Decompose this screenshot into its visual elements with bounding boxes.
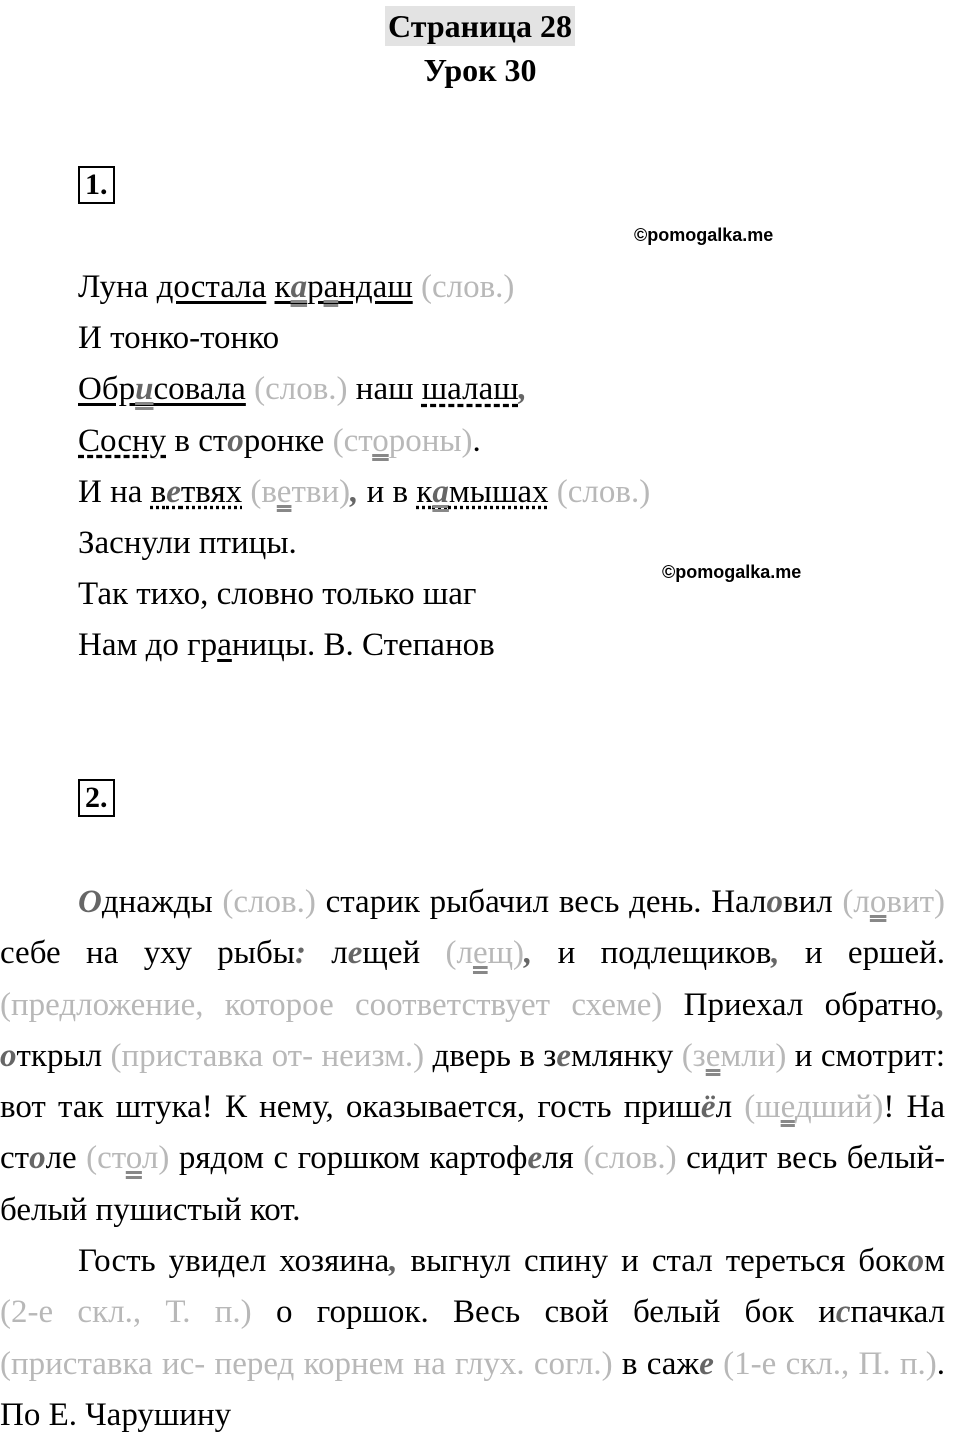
text-fragment: Нам до гр xyxy=(78,627,218,664)
text-fragment: (2-е скл., Т. п.) xyxy=(0,1294,252,1331)
text-fragment: обратно xyxy=(824,986,937,1023)
watermark: ©pomogalka.me xyxy=(662,562,802,582)
text-fragment: щ) xyxy=(487,935,525,972)
text-fragment: а xyxy=(432,473,449,510)
text-fragment: , xyxy=(389,1243,398,1280)
text-fragment: бок xyxy=(858,1243,908,1280)
text-fragment: . По Е. Чарушину xyxy=(0,1345,945,1433)
page-title: Страница 28 xyxy=(385,6,575,46)
text-fragment: ! На ст xyxy=(0,1089,946,1177)
text-fragment: и подлещиков xyxy=(557,935,772,972)
poem xyxy=(78,262,650,672)
text-fragment: , xyxy=(936,986,946,1023)
poem-line-6: Заснули птицы. xyxy=(78,525,297,562)
text-fragment xyxy=(333,423,473,459)
text-fragment: (слов.) xyxy=(583,1140,677,1177)
text-fragment: дший) xyxy=(794,1089,884,1126)
text-fragment: (приставка ис- перед корнем на глух. согл.) xyxy=(0,1345,613,1382)
text-fragment: вит) xyxy=(886,884,946,920)
text-fragment: и в xyxy=(366,473,409,510)
text-fragment: : xyxy=(294,935,306,972)
text-fragment: а xyxy=(290,269,308,305)
poem-line-2: И тонко-тонко xyxy=(78,320,280,357)
text-fragment: мышах xyxy=(448,473,549,510)
text-fragment: вил xyxy=(782,884,833,920)
text-fragment: О xyxy=(78,884,102,920)
text-fragment: Сосну xyxy=(78,422,167,459)
text-fragment: (ст xyxy=(86,1140,126,1177)
poem-line-3 xyxy=(78,364,650,415)
text-fragment: (слов.) xyxy=(222,884,316,920)
text-fragment: . xyxy=(472,422,481,459)
text-fragment xyxy=(151,474,243,510)
text-fragment: (з xyxy=(681,1037,706,1074)
prose-text xyxy=(0,877,945,1441)
text-fragment: в ст xyxy=(174,422,228,459)
text-fragment: сидит весь белый-белый пушистый кот. xyxy=(0,1140,946,1228)
text-fragment: ля xyxy=(542,1140,574,1177)
text-fragment xyxy=(86,1140,169,1176)
poem-line-8 xyxy=(78,620,650,671)
text-fragment: с xyxy=(835,1294,851,1331)
poem-line-5 xyxy=(78,467,650,518)
text-fragment: а xyxy=(323,269,339,305)
text-fragment: роны) xyxy=(388,422,473,459)
text-fragment: ё xyxy=(700,1089,716,1126)
text-fragment: (1-е скл., П. п.) xyxy=(723,1345,937,1382)
text-fragment: шалаш xyxy=(421,371,519,408)
page-header xyxy=(0,6,960,90)
text-fragment: дверь в з xyxy=(432,1037,557,1074)
text-fragment: млянку xyxy=(571,1037,674,1074)
text-fragment: Гость увидел хозяина xyxy=(78,1243,390,1280)
text-fragment: в саж xyxy=(621,1345,700,1382)
text-fragment: тви) xyxy=(291,473,351,510)
text-fragment: , xyxy=(524,935,533,972)
text-fragment: л xyxy=(715,1089,733,1126)
text-fragment: рядом с горшком xyxy=(178,1140,420,1177)
task-number-1: 1. xyxy=(78,166,115,204)
text-fragment: (в xyxy=(250,473,277,510)
text-fragment: , xyxy=(518,371,527,408)
text-fragment: и xyxy=(135,371,154,408)
text-fragment: выгнул спину и стал тереться xyxy=(410,1243,846,1280)
text-fragment: (приставка от- неизм.) xyxy=(110,1037,425,1074)
text-fragment: картоф xyxy=(429,1140,528,1177)
text-fragment: о xyxy=(869,884,887,920)
poem-line-1 xyxy=(78,262,650,313)
text-fragment: е xyxy=(699,1345,714,1382)
text-fragment: старик рыбачил весь день. Нал xyxy=(325,884,767,920)
text-fragment: , xyxy=(350,473,359,510)
text-fragment: е xyxy=(705,1037,721,1074)
paragraph-1 xyxy=(0,877,945,1236)
text-fragment: о горшок. Весь свой белый бок xyxy=(276,1294,794,1331)
text-fragment xyxy=(744,1089,883,1125)
text-fragment: к xyxy=(416,473,433,510)
text-fragment: о xyxy=(372,422,389,459)
text-fragment xyxy=(78,371,246,407)
text-fragment xyxy=(682,1038,787,1074)
text-fragment: себе на уху рыбы xyxy=(0,935,295,972)
text-fragment: днажды xyxy=(101,884,213,920)
text-fragment: твях xyxy=(180,473,243,510)
text-fragment: е xyxy=(527,1140,543,1177)
text-fragment: ницы. В. Степанов xyxy=(231,627,495,664)
text-fragment: И на xyxy=(78,473,143,510)
task-number-2: 2. xyxy=(78,779,115,817)
text-fragment: Приехал xyxy=(683,986,804,1023)
text-fragment: , xyxy=(771,935,780,972)
text-fragment: совала xyxy=(153,371,246,408)
watermark: ©pomogalka.me xyxy=(634,225,774,245)
text-fragment: пачкал xyxy=(850,1294,946,1331)
text-fragment xyxy=(275,269,413,305)
paragraph-2 xyxy=(0,1236,945,1441)
text-fragment: (ш xyxy=(744,1089,781,1126)
text-fragment: о xyxy=(227,422,244,459)
text-fragment: и смотрит: вот так штука! К нему, оказывается, xyxy=(0,1037,946,1126)
text-fragment: Обр xyxy=(78,371,136,408)
text-fragment: м xyxy=(924,1243,945,1280)
text-fragment: а xyxy=(217,627,232,664)
text-fragment: достала xyxy=(156,269,267,305)
poem-line-7: Так тихо, словно только шаг xyxy=(78,576,477,613)
text-fragment: ткрыл xyxy=(16,1037,103,1074)
text-fragment: мли) xyxy=(720,1037,787,1074)
text-fragment: (л xyxy=(842,884,870,920)
text-fragment: к xyxy=(274,269,291,305)
poem-line-4 xyxy=(78,416,650,467)
text-fragment: (л xyxy=(445,935,473,972)
text-fragment: о xyxy=(125,1140,142,1177)
text-fragment: о xyxy=(766,884,783,920)
text-fragment xyxy=(446,935,525,971)
text-fragment: (слов.) xyxy=(420,269,515,305)
text-fragment: (ст xyxy=(332,422,373,459)
text-fragment: л) xyxy=(141,1140,170,1177)
text-fragment: е xyxy=(276,473,292,510)
text-fragment: ле xyxy=(45,1140,77,1177)
text-fragment: Луна xyxy=(78,269,149,305)
text-fragment: о xyxy=(29,1140,46,1177)
text-fragment: е xyxy=(166,473,181,510)
text-fragment: в xyxy=(150,473,167,510)
text-fragment: е xyxy=(347,935,363,972)
text-fragment: (предложение, которое соответствует схеме) xyxy=(0,986,663,1023)
lesson-title: Урок 30 xyxy=(423,52,537,88)
text-fragment xyxy=(842,884,945,920)
text-fragment: р xyxy=(307,269,324,305)
text-fragment: о xyxy=(907,1243,925,1280)
text-fragment: и xyxy=(804,935,823,972)
text-fragment: (слов.) xyxy=(254,371,348,408)
text-fragment: ронке xyxy=(243,422,325,459)
text-fragment: ндаш xyxy=(338,269,413,305)
text-fragment: гость приш xyxy=(537,1089,701,1126)
text-fragment: л xyxy=(331,935,348,972)
text-fragment xyxy=(416,474,548,510)
text-fragment: ершей. xyxy=(847,935,946,972)
text-fragment: наш xyxy=(355,371,414,408)
text-fragment: (слов.) xyxy=(556,473,651,510)
text-fragment: щей xyxy=(362,935,421,972)
text-fragment: е xyxy=(472,935,488,972)
text-fragment: е xyxy=(556,1037,572,1074)
text-fragment: е xyxy=(780,1089,795,1126)
text-fragment: о xyxy=(0,1037,17,1074)
text-fragment: и xyxy=(818,1294,836,1331)
text-fragment xyxy=(250,474,350,510)
